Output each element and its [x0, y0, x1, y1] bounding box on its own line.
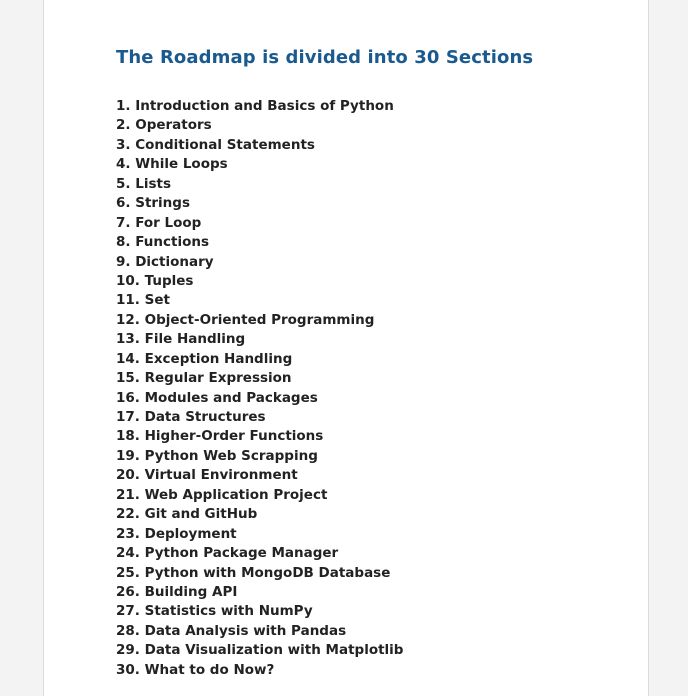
section-item-9: 9. Dictionary — [116, 253, 214, 270]
section-item-10: 10. Tuples — [116, 272, 194, 289]
section-item-11: 11. Set — [116, 292, 170, 309]
section-list — [116, 97, 403, 680]
section-item-2: 2. Operators — [116, 117, 212, 134]
section-item-30: 30. What to do Now? — [116, 661, 275, 678]
section-item-16: 16. Modules and Packages — [116, 389, 318, 406]
section-item-4: 4. While Loops — [116, 156, 228, 173]
section-item-5: 5. Lists — [116, 175, 171, 192]
section-item-8: 8. Functions — [116, 234, 209, 251]
section-item-22: 22. Git and GitHub — [116, 506, 258, 523]
section-item-20: 20. Virtual Environment — [116, 467, 298, 484]
section-item-25: 25. Python with MongoDB Database — [116, 564, 391, 581]
section-item-21: 21. Web Application Project — [116, 486, 328, 503]
section-item-23: 23. Deployment — [116, 525, 237, 542]
document-page — [43, 0, 649, 696]
section-item-24: 24. Python Package Manager — [116, 545, 339, 562]
section-item-19: 19. Python Web Scrapping — [116, 447, 318, 464]
section-item-12: 12. Object-Oriented Programming — [116, 311, 375, 328]
page-title: The Roadmap is divided into 30 Sections — [116, 47, 534, 68]
section-item-26: 26. Building API — [116, 583, 238, 600]
section-item-15: 15. Regular Expression — [116, 370, 292, 387]
section-item-14: 14. Exception Handling — [116, 350, 293, 367]
section-item-29: 29. Data Visualization with Matplotlib — [116, 642, 404, 659]
section-item-1: 1. Introduction and Basics of Python — [116, 98, 394, 114]
section-item-13: 13. File Handling — [116, 331, 246, 348]
section-item-27: 27. Statistics with NumPy — [116, 603, 313, 620]
section-item-18: 18. Higher-Order Functions — [116, 428, 324, 445]
section-item-6: 6. Strings — [116, 195, 190, 212]
section-item-28: 28. Data Analysis with Pandas — [116, 622, 347, 639]
section-item-17: 17. Data Structures — [116, 409, 266, 425]
section-item-3: 3. Conditional Statements — [116, 136, 315, 153]
section-item-7: 7. For Loop — [116, 214, 202, 231]
